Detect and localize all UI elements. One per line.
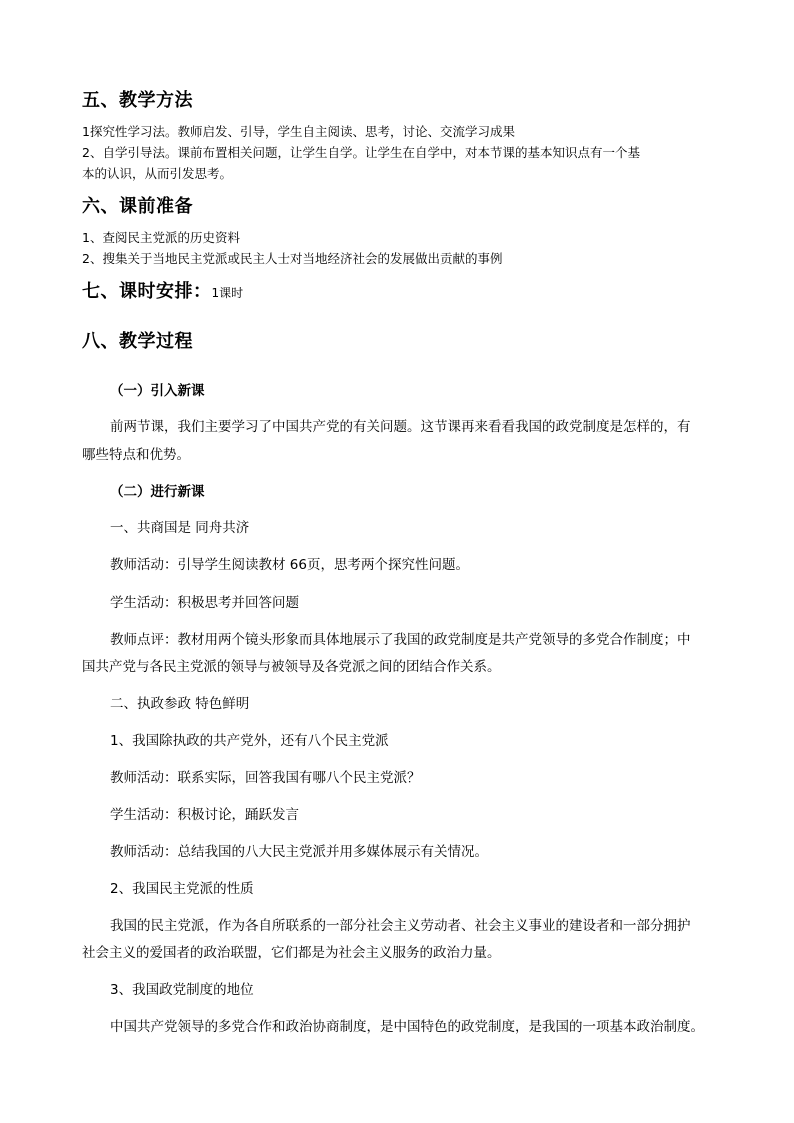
teacher-activity-3: 教师活动：总结我国的八大民主党派并用多媒体展示有关情况。	[110, 844, 488, 860]
section-heading-schedule	[82, 277, 243, 303]
prep-item-1: 1、查阅民主党派的历史资料	[82, 230, 240, 245]
student-activity-1: 学生活动：积极思考并回答问题	[110, 595, 299, 611]
party-nature-line-1: 我国的民主党派，作为各自所联系的一部分社会主义劳动者、社会主义事业的建设者和一部分拥护	[110, 918, 691, 934]
point-1: 1、我国除执政的共产党外，还有八个民主党派	[110, 733, 389, 749]
topic-one: 一、共商国是 同舟共济	[110, 520, 250, 536]
subheading-intro: （一）引入新课	[110, 383, 205, 399]
intro-line-2: 哪些特点和优势。	[82, 447, 190, 463]
student-activity-2: 学生活动：积极讨论，踊跃发言	[110, 807, 299, 823]
topic-two: 二、执政参政 特色鲜明	[110, 696, 250, 712]
method-item-2-continued: 本的认识，从而引发思考。	[82, 166, 233, 181]
party-nature-line-2: 社会主义的爱国者的政治联盟，它们都是为社会主义服务的政治力量。	[82, 945, 501, 961]
teacher-activity-1: 教师活动：引导学生阅读教材 66页，思考两个探究性问题。	[110, 557, 469, 573]
point-3: 3、我国政党制度的地位	[110, 982, 254, 998]
point-2: 2、我国民主党派的性质	[110, 881, 254, 897]
intro-line-1: 前两节课，我们主要学习了中国共产党的有关问题。这节课再来看看我国的政党制度是怎样的，有	[110, 419, 691, 435]
section-heading-preparation: 六、课前准备	[82, 196, 193, 217]
section-heading-process: 八、教学过程	[82, 331, 193, 352]
section-heading-teaching-methods: 五、教学方法	[82, 90, 193, 111]
schedule-note: 1课时	[211, 286, 244, 300]
teacher-activity-2: 教师活动：联系实际，回答我国有哪八个民主党派？	[110, 770, 421, 786]
schedule-heading-text: 七、课时安排：	[82, 281, 212, 302]
method-item-1: 1探究性学习法。教师启发、引导，学生自主阅读、思考，讨论、交流学习成果	[82, 124, 515, 139]
teacher-comment-line-2: 国共产党与各民主党派的领导与被领导及各党派之间的团结合作关系。	[82, 659, 501, 675]
method-item-2: 2、自学引导法。课前布置相关问题，让学生自学。让学生在自学中，对本节课的基本知识点有一个基	[82, 145, 640, 160]
prep-item-2: 2、搜集关于当地民主党派或民主人士对当地经济社会的发展做出贡献的事例	[82, 251, 503, 266]
subheading-new-lesson: （二）进行新课	[110, 484, 205, 500]
teacher-comment-line-1: 教师点评：教材用两个镜头形象而具体地展示了我国的政党制度是共产党领导的多党合作制度；中	[110, 632, 691, 648]
system-status-line: 中国共产党领导的多党合作和政治协商制度，是中国特色的政党制度，是我国的一项基本政治制度。	[110, 1019, 704, 1035]
